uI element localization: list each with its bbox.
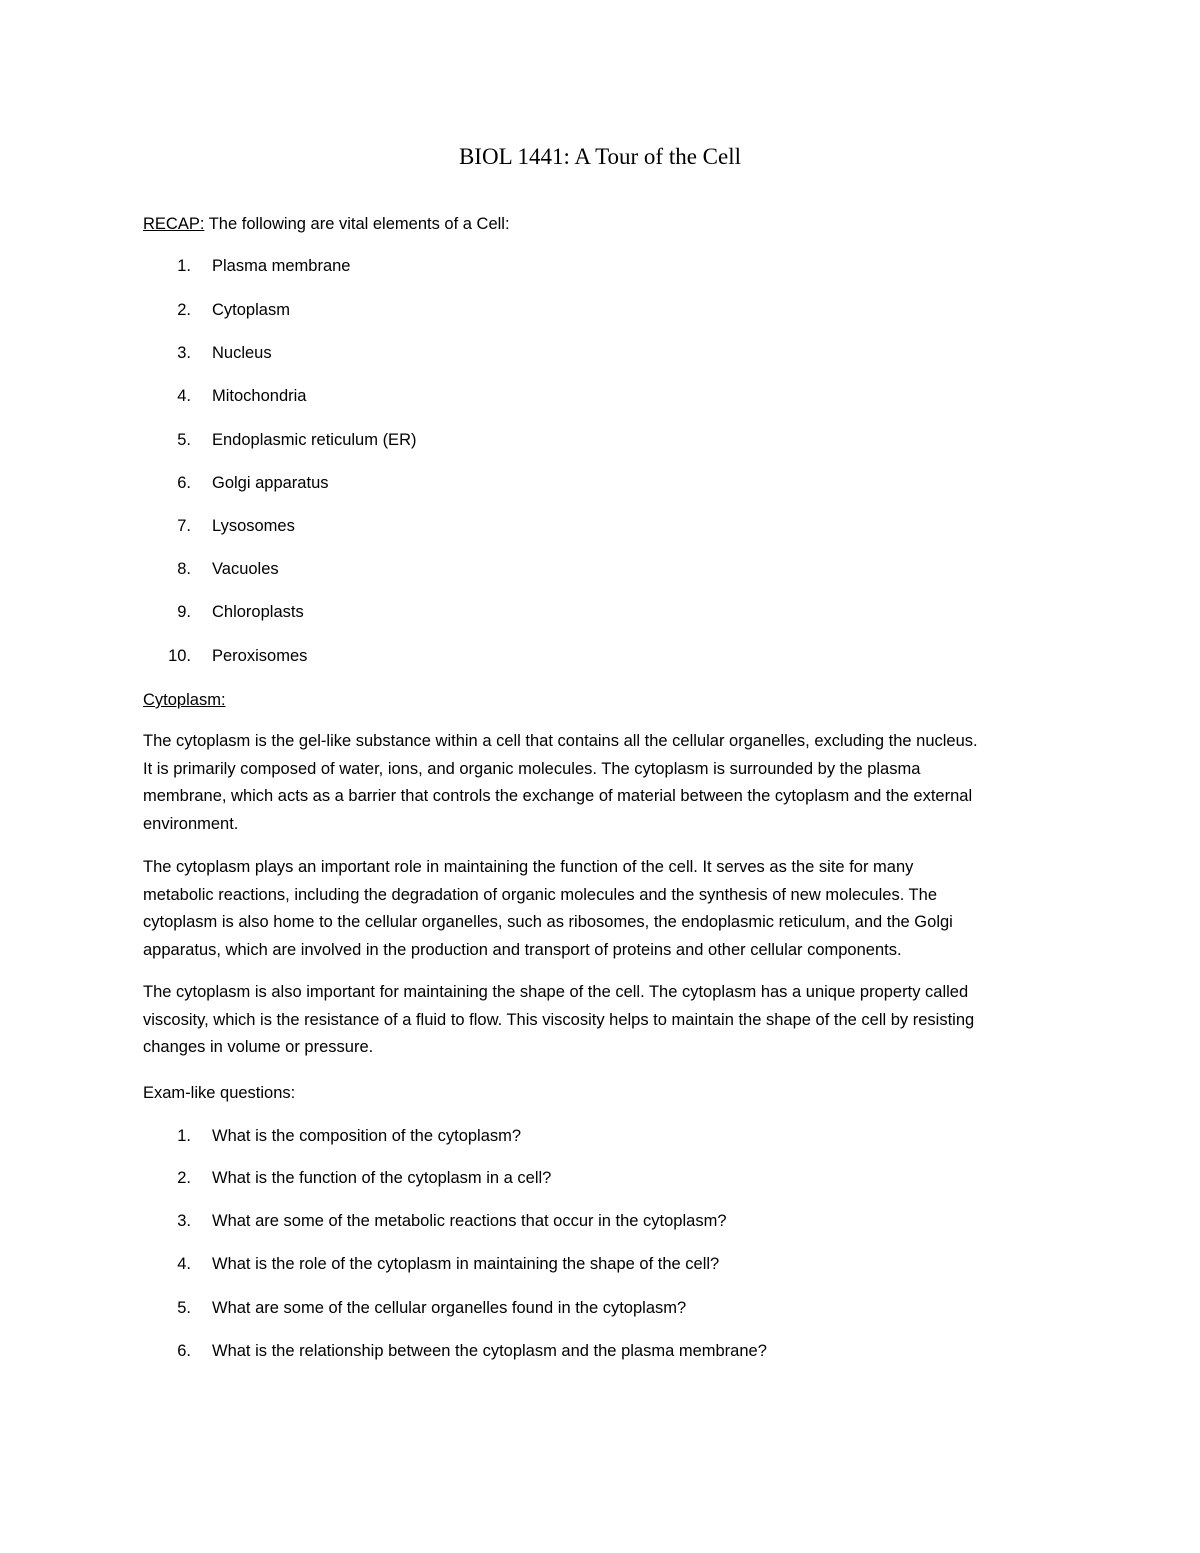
paragraph [143, 728, 1068, 838]
paragraph [143, 979, 1068, 1062]
recap-line [143, 214, 510, 234]
list-number: 6. [177, 474, 191, 492]
list-number: 3. [177, 344, 191, 362]
paragraph-line: viscosity, which is the resistance of a fluid to flow. This viscosity helps to maintain the shape of the cell by resisting [143, 1010, 975, 1029]
list-number: 8. [177, 560, 191, 578]
paragraph-line: metabolic reactions, including the degradation of organic molecules and the synthesis of new molecules. The [143, 885, 937, 904]
list-number: 2. [177, 1169, 191, 1187]
list-number: 1. [177, 257, 191, 275]
list-text: Plasma membrane [212, 257, 351, 275]
list-text: Chloroplasts [212, 603, 304, 621]
list-number: 5. [177, 431, 191, 449]
paragraph-line: apparatus, which are involved in the production and transport of proteins and other cellular components. [143, 940, 902, 959]
list-text: What is the composition of the cytoplasm? [212, 1127, 522, 1145]
recap-label: RECAP: [143, 215, 205, 233]
exam-heading: Exam-like questions: [143, 1084, 296, 1102]
list-text: Golgi apparatus [212, 474, 329, 492]
cytoplasm-heading: Cytoplasm: [143, 691, 226, 709]
paragraph-line: The cytoplasm is the gel-like substance within a cell that contains all the cellular organelles, excluding the nucleus. [143, 732, 978, 750]
paragraph-line: environment. [143, 814, 239, 833]
paragraph [143, 854, 1068, 964]
paragraph-line: cytoplasm is also home to the cellular organelles, such as ribosomes, the endoplasmic reticulum, and the Golgi [143, 913, 953, 932]
paragraph-line: The cytoplasm plays an important role in maintaining the function of the cell. It serves as the site for many [143, 858, 914, 876]
list-number: 6. [177, 1342, 191, 1360]
list-text: Nucleus [212, 344, 272, 362]
list-number: 2. [177, 301, 191, 319]
list-number: 10. [168, 647, 191, 665]
list-text: Lysosomes [212, 517, 295, 535]
list-text: Peroxisomes [212, 647, 308, 665]
list-text: Mitochondria [212, 387, 307, 405]
recap-text: The following are vital elements of a Cell: [204, 215, 510, 233]
paragraph-line: It is primarily composed of water, ions, and organic molecules. The cytoplasm is surrounded by the plasma [143, 759, 921, 778]
list-number: 7. [177, 517, 191, 535]
list-number: 1. [177, 1127, 191, 1145]
list-number: 9. [177, 603, 191, 621]
list-number: 5. [177, 1299, 191, 1317]
paragraph-line: changes in volume or pressure. [143, 1038, 374, 1057]
list-text: Cytoplasm [212, 301, 290, 319]
list-text: What are some of the cellular organelles found in the cytoplasm? [212, 1299, 687, 1317]
list-text: Vacuoles [212, 560, 279, 578]
list-number: 4. [177, 1255, 191, 1273]
list-number: 4. [177, 387, 191, 405]
list-text: What is the relationship between the cytoplasm and the plasma membrane? [212, 1342, 767, 1360]
list-text: What are some of the metabolic reactions that occur in the cytoplasm? [212, 1212, 727, 1230]
list-number: 3. [177, 1212, 191, 1230]
list-text: What is the role of the cytoplasm in maintaining the shape of the cell? [212, 1255, 720, 1273]
list-text: What is the function of the cytoplasm in a cell? [212, 1169, 552, 1187]
page-title: BIOL 1441: A Tour of the Cell [458, 144, 742, 169]
paragraph-line: membrane, which acts as a barrier that controls the exchange of material between the cytoplasm and the external [143, 787, 973, 806]
list-text: Endoplasmic reticulum (ER) [212, 431, 417, 449]
paragraph-line: The cytoplasm is also important for maintaining the shape of the cell. The cytoplasm has a unique property called [143, 983, 969, 1001]
